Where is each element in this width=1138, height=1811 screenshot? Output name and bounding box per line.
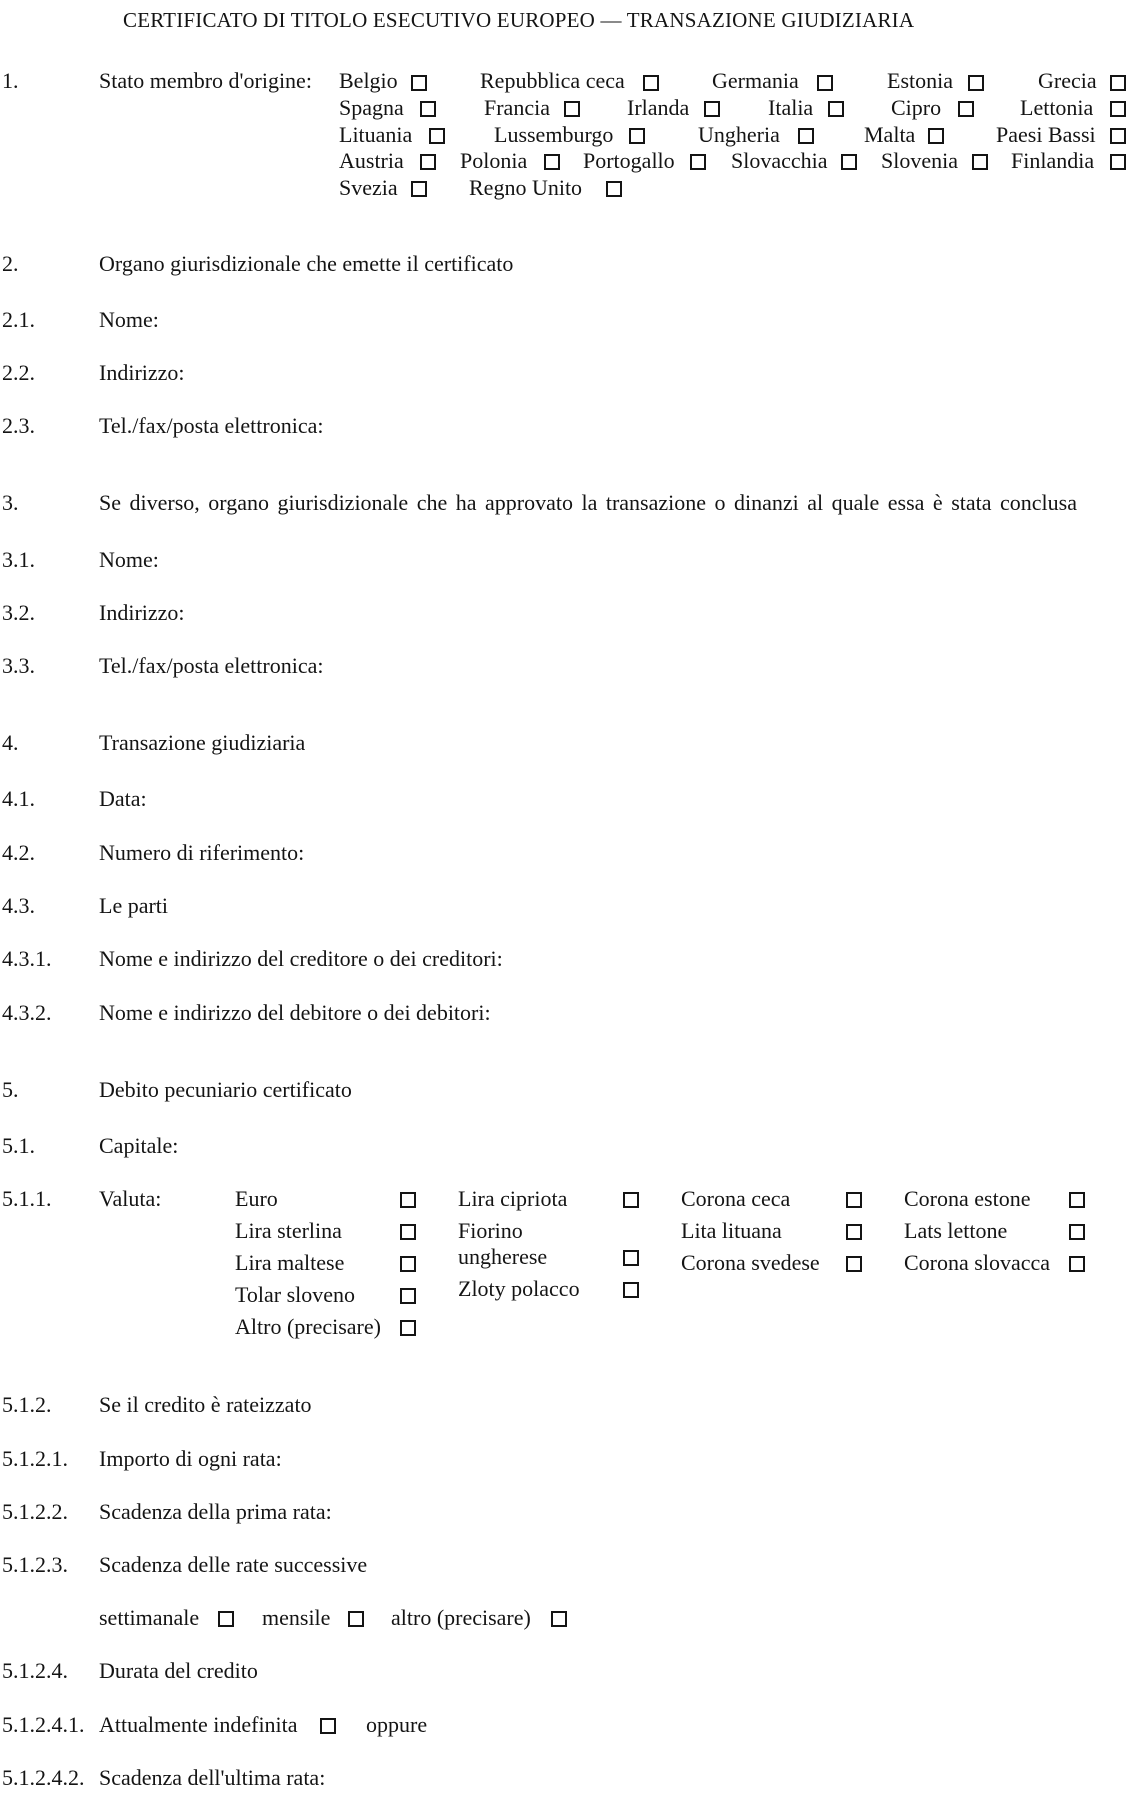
field-number: 5.1.2.4.2. — [2, 1765, 85, 1790]
currency-label: Zloty polacco — [458, 1276, 580, 1301]
field-number: 3.1. — [2, 547, 35, 572]
field-number: 3.2. — [2, 600, 35, 625]
page-title: CERTIFICATO DI TITOLO ESECUTIVO EUROPEO — TRANSAZIONE GIUDIZIARIA — [123, 8, 915, 32]
currency-label: Lita lituana — [681, 1218, 782, 1243]
country-checkbox[interactable] — [564, 101, 580, 117]
currency-checkbox[interactable] — [1069, 1192, 1085, 1208]
currency-checkbox[interactable] — [846, 1192, 862, 1208]
country-checkbox[interactable] — [429, 128, 445, 144]
currency-label: Lats lettone — [904, 1218, 1008, 1243]
country-label: Polonia — [460, 148, 528, 173]
section-number: 4. — [2, 730, 19, 755]
currency-label: Fiorino — [458, 1218, 523, 1243]
country-checkbox[interactable] — [420, 101, 436, 117]
country-label: Estonia — [887, 68, 953, 93]
frequency-checkbox[interactable] — [551, 1611, 567, 1627]
country-label: Paesi Bassi — [996, 122, 1096, 147]
currency-checkbox[interactable] — [623, 1250, 639, 1266]
currency-checkbox[interactable] — [1069, 1224, 1085, 1240]
field-label: Tel./fax/posta elettronica: — [99, 653, 324, 678]
field-number: 4.2. — [2, 840, 35, 865]
currency-label: Corona slovacca — [904, 1250, 1050, 1275]
country-label: Germania — [712, 68, 799, 93]
country-label: Spagna — [339, 95, 404, 120]
currency-checkbox[interactable] — [1069, 1256, 1085, 1272]
country-checkbox[interactable] — [643, 75, 659, 91]
field-number: 5.1.2. — [2, 1392, 52, 1417]
field-number: 5.1.2.4. — [2, 1658, 68, 1683]
country-label: Cipro — [891, 95, 942, 120]
country-checkbox[interactable] — [411, 75, 427, 91]
country-checkbox[interactable] — [1110, 154, 1126, 170]
field-label: Le parti — [99, 893, 169, 918]
country-label: Grecia — [1038, 68, 1097, 93]
field-label: Indirizzo: — [99, 360, 185, 385]
currency-checkbox[interactable] — [400, 1192, 416, 1208]
section-heading: Organo giurisdizionale che emette il certificato — [99, 251, 514, 276]
field-label: Numero di riferimento: — [99, 840, 305, 865]
field-label: Nome: — [99, 307, 159, 332]
field-label: Data: — [99, 786, 147, 811]
field-number: 4.3. — [2, 893, 35, 918]
field-label: Indirizzo: — [99, 600, 185, 625]
field-number: 2.3. — [2, 413, 35, 438]
section-number: 1. — [2, 68, 19, 93]
country-checkbox[interactable] — [704, 101, 720, 117]
field-number: 3.3. — [2, 653, 35, 678]
section-number: 3. — [2, 490, 19, 515]
field-number: 5.1.2.3. — [2, 1552, 68, 1577]
currency-label: Corona estone — [904, 1186, 1031, 1211]
country-label: Ungheria — [698, 122, 780, 147]
currency-label: Corona svedese — [681, 1250, 820, 1275]
country-label: Portogallo — [583, 148, 675, 173]
frequency-option-label: settimanale — [99, 1605, 200, 1630]
currency-checkbox[interactable] — [400, 1256, 416, 1272]
field-label: Valuta: — [99, 1186, 162, 1211]
section-heading: Debito pecuniario certificato — [99, 1077, 352, 1102]
country-label: Lussemburgo — [494, 122, 614, 147]
field-label: Attualmente indefinita — [99, 1712, 298, 1737]
currency-label: Euro — [235, 1186, 278, 1211]
country-checkbox[interactable] — [841, 154, 857, 170]
country-checkbox[interactable] — [958, 101, 974, 117]
country-checkbox[interactable] — [629, 128, 645, 144]
country-label: Lettonia — [1020, 95, 1094, 120]
country-checkbox[interactable] — [1110, 101, 1126, 117]
field-number: 5.1.2.1. — [2, 1446, 68, 1471]
country-label: Francia — [484, 95, 550, 120]
section-heading: Se diverso, organo giurisdizionale che ha approvato la transazione o dinanzi al quale essa è stata conclusa — [99, 490, 1077, 515]
country-checkbox[interactable] — [1110, 75, 1126, 91]
country-label: Svezia — [339, 175, 398, 200]
field-label: Scadenza dell'ultima rata: — [99, 1765, 326, 1790]
field-number: 4.3.2. — [2, 1000, 52, 1025]
country-checkbox[interactable] — [928, 128, 944, 144]
field-number: 4.1. — [2, 786, 35, 811]
country-checkbox[interactable] — [968, 75, 984, 91]
section-number: 2. — [2, 251, 19, 276]
country-label: Slovenia — [881, 148, 958, 173]
field-number: 2.1. — [2, 307, 35, 332]
country-checkbox[interactable] — [798, 128, 814, 144]
country-label: Regno Unito — [469, 175, 583, 200]
indefinite-checkbox[interactable] — [320, 1718, 336, 1734]
currency-label: ungherese — [458, 1244, 548, 1269]
country-label: Irlanda — [627, 95, 690, 120]
country-checkbox[interactable] — [411, 181, 427, 197]
oppure-label: oppure — [366, 1712, 428, 1737]
frequency-checkbox[interactable] — [218, 1611, 234, 1627]
section-heading: Transazione giudiziaria — [99, 730, 306, 755]
section-label: Stato membro d'origine: — [99, 68, 312, 93]
field-label: Nome: — [99, 547, 159, 572]
field-label: Scadenza delle rate successive — [99, 1552, 368, 1577]
field-number: 4.3.1. — [2, 946, 52, 971]
field-number: 5.1.1. — [2, 1186, 52, 1211]
field-label: Tel./fax/posta elettronica: — [99, 413, 324, 438]
country-checkbox[interactable] — [690, 154, 706, 170]
currency-label: Lira maltese — [235, 1250, 345, 1275]
country-label: Belgio — [339, 68, 398, 93]
country-label: Finlandia — [1011, 148, 1095, 173]
currency-checkbox[interactable] — [623, 1192, 639, 1208]
currency-checkbox[interactable] — [400, 1288, 416, 1304]
currency-checkbox[interactable] — [846, 1224, 862, 1240]
currency-checkbox[interactable] — [623, 1282, 639, 1298]
country-checkbox[interactable] — [544, 154, 560, 170]
field-number: 2.2. — [2, 360, 35, 385]
currency-checkbox[interactable] — [846, 1256, 862, 1272]
country-checkbox[interactable] — [972, 154, 988, 170]
field-number: 5.1.2.2. — [2, 1499, 68, 1524]
field-label: Nome e indirizzo del creditore o dei creditori: — [99, 946, 503, 971]
currency-label: Altro (precisare) — [235, 1314, 381, 1339]
field-label: Capitale: — [99, 1133, 179, 1158]
frequency-option-label: altro (precisare) — [391, 1605, 531, 1630]
country-label: Slovacchia — [731, 148, 828, 173]
currency-label: Corona ceca — [681, 1186, 791, 1211]
country-label: Repubblica ceca — [480, 68, 625, 93]
country-label: Italia — [768, 95, 814, 120]
country-label: Malta — [864, 122, 916, 147]
field-label: Se il credito è rateizzato — [99, 1392, 312, 1417]
country-checkbox[interactable] — [828, 101, 844, 117]
currency-label: Tolar sloveno — [235, 1282, 356, 1307]
section-number: 5. — [2, 1077, 19, 1102]
country-checkbox[interactable] — [1110, 128, 1126, 144]
country-checkbox[interactable] — [420, 154, 436, 170]
currency-label: Lira cipriota — [458, 1186, 568, 1211]
field-number: 5.1. — [2, 1133, 35, 1158]
field-label: Scadenza della prima rata: — [99, 1499, 332, 1524]
field-label: Importo di ogni rata: — [99, 1446, 282, 1471]
country-checkbox[interactable] — [606, 181, 622, 197]
currency-checkbox[interactable] — [400, 1224, 416, 1240]
country-label: Lituania — [339, 122, 413, 147]
currency-label: Lira sterlina — [235, 1218, 342, 1243]
field-label: Durata del credito — [99, 1658, 258, 1683]
field-label: Nome e indirizzo del debitore o dei debitori: — [99, 1000, 491, 1025]
country-checkbox[interactable] — [817, 75, 833, 91]
frequency-option-label: mensile — [262, 1605, 331, 1630]
field-number: 5.1.2.4.1. — [2, 1712, 85, 1737]
country-label: Austria — [339, 148, 404, 173]
currency-checkbox[interactable] — [400, 1320, 416, 1336]
frequency-checkbox[interactable] — [348, 1611, 364, 1627]
